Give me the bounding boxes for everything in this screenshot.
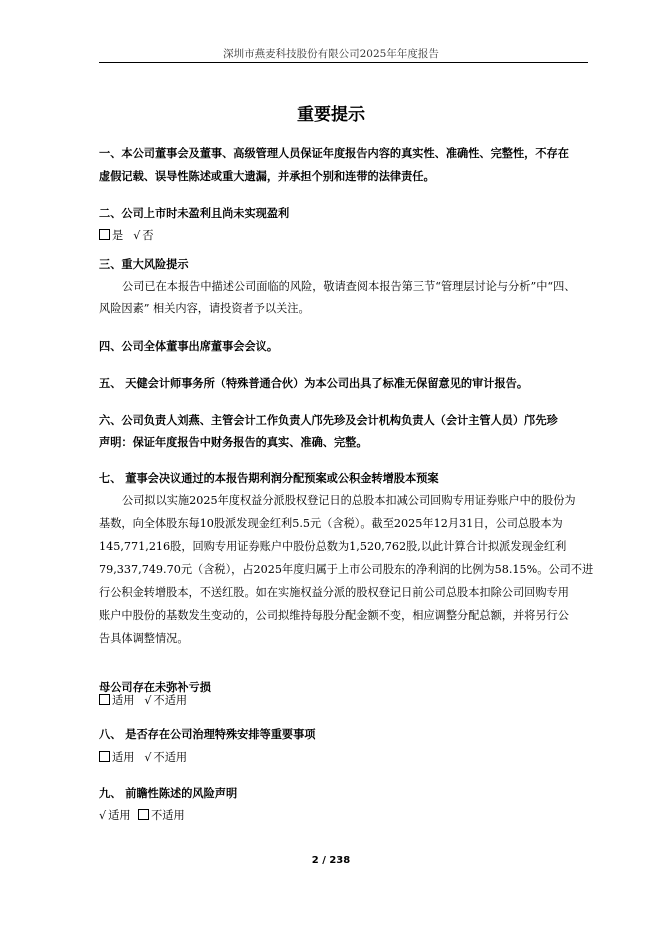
page-title: 重要提示 (297, 105, 365, 125)
checkmark-icon: √ (144, 751, 152, 764)
section-3-line-2: 风险因素” 相关内容，请投资者予以关注。 (99, 302, 310, 315)
option-not-applicable-label: 不适用 (151, 809, 185, 822)
section-2-options (99, 225, 590, 248)
section-7-line: 79,337,749.70元（含税），占2025年度归属于上市公司股东的净利润的比例为58.15%。公司不进 (99, 563, 594, 576)
section-9-heading: 九、 前瞻性陈述的风险声明 (99, 787, 238, 800)
checkbox-unchecked-icon (99, 694, 110, 705)
section-8-options (99, 747, 590, 770)
section-7-line: 告具体调整情况。 (99, 632, 189, 645)
option-applicable-label: 适用 (108, 809, 131, 822)
section-5-heading: 五、 天健会计师事务所（特殊普通合伙）为本公司出具了标准无保留意见的审计报告。 (99, 377, 529, 390)
section-3-heading: 三、重大风险提示 (99, 258, 189, 271)
page-number: 2 / 238 (311, 855, 351, 866)
report-header: 深圳市燕麦科技股份有限公司2025年年度报告 (223, 48, 439, 60)
section-7-line: 账户中股份的基数发生变动的，公司拟维持每股分配金额不变，相应调整分配总额，并将另行公 (99, 609, 569, 622)
option-applicable-label: 适用 (112, 694, 135, 707)
section-3-line-1: 公司已在本报告中描述公司面临的风险，敬请查阅本报告第三节“管理层讨论与分析”中“四、 (122, 280, 576, 293)
checkmark-icon: √ (133, 229, 141, 242)
header-divider (99, 62, 588, 63)
option-yes-label: 是 (112, 229, 124, 242)
checkbox-unchecked-icon (99, 229, 110, 240)
section-7-line: 行公积金转增股本，不送红股。如在实施权益分派的股权登记日前公司总股本扣除公司回购专用 (99, 586, 569, 599)
section-7-line: 145,771,216股，回购专用证券账户中股份总数为1,520,762股,以此计算合计拟派发现金红利 (99, 540, 567, 553)
section-1-line-1: 一、本公司董事会及董事、高级管理人员保证年度报告内容的真实性、准确性、完整性，不存在 (99, 147, 569, 160)
section-6-line-1: 六、公司负责人刘燕、主管会计工作负责人邝先珍及会计机构负责人（会计主管人员）邝先珍 (99, 414, 558, 427)
option-not-applicable-label: 不适用 (153, 751, 188, 764)
section-1-line-2: 虚假记载、误导性陈述或重大遗漏，并承担个别和连带的法律责任。 (99, 170, 435, 183)
section-6-line-2: 声明：保证年度报告中财务报告的真实、准确、完整。 (99, 436, 368, 449)
checkbox-unchecked-icon (99, 751, 110, 762)
checkmark-icon: √ (99, 809, 107, 822)
section-8-heading: 八、 是否存在公司治理特殊安排等重要事项 (99, 728, 316, 741)
option-no-label: 否 (142, 229, 154, 242)
parent-loss-heading: 母公司存在未弥补亏损 (99, 681, 211, 694)
option-applicable-label: 适用 (112, 751, 135, 764)
checkbox-unchecked-icon (138, 809, 149, 820)
checkmark-icon: √ (144, 694, 152, 707)
parent-loss-options (99, 690, 590, 713)
section-2-heading: 二、公司上市时未盈利且尚未实现盈利 (99, 207, 290, 220)
section-7-heading: 七、 董事会决议通过的本报告期利润分配预案或公积金转增股本预案 (99, 472, 439, 485)
section-7-line: 基数，向全体股东每10股派发现金红利5.5元（含税）。截至2025年12月31日，公司总股本为 (99, 517, 563, 530)
section-7-line: 公司拟以实施2025年度权益分派股权登记日的总股本扣减公司回购专用证券账户中的股份为 (122, 494, 576, 507)
option-not-applicable-label: 不适用 (153, 694, 188, 707)
section-4-heading: 四、公司全体董事出席董事会会议。 (99, 340, 279, 353)
section-9-options (99, 805, 590, 828)
